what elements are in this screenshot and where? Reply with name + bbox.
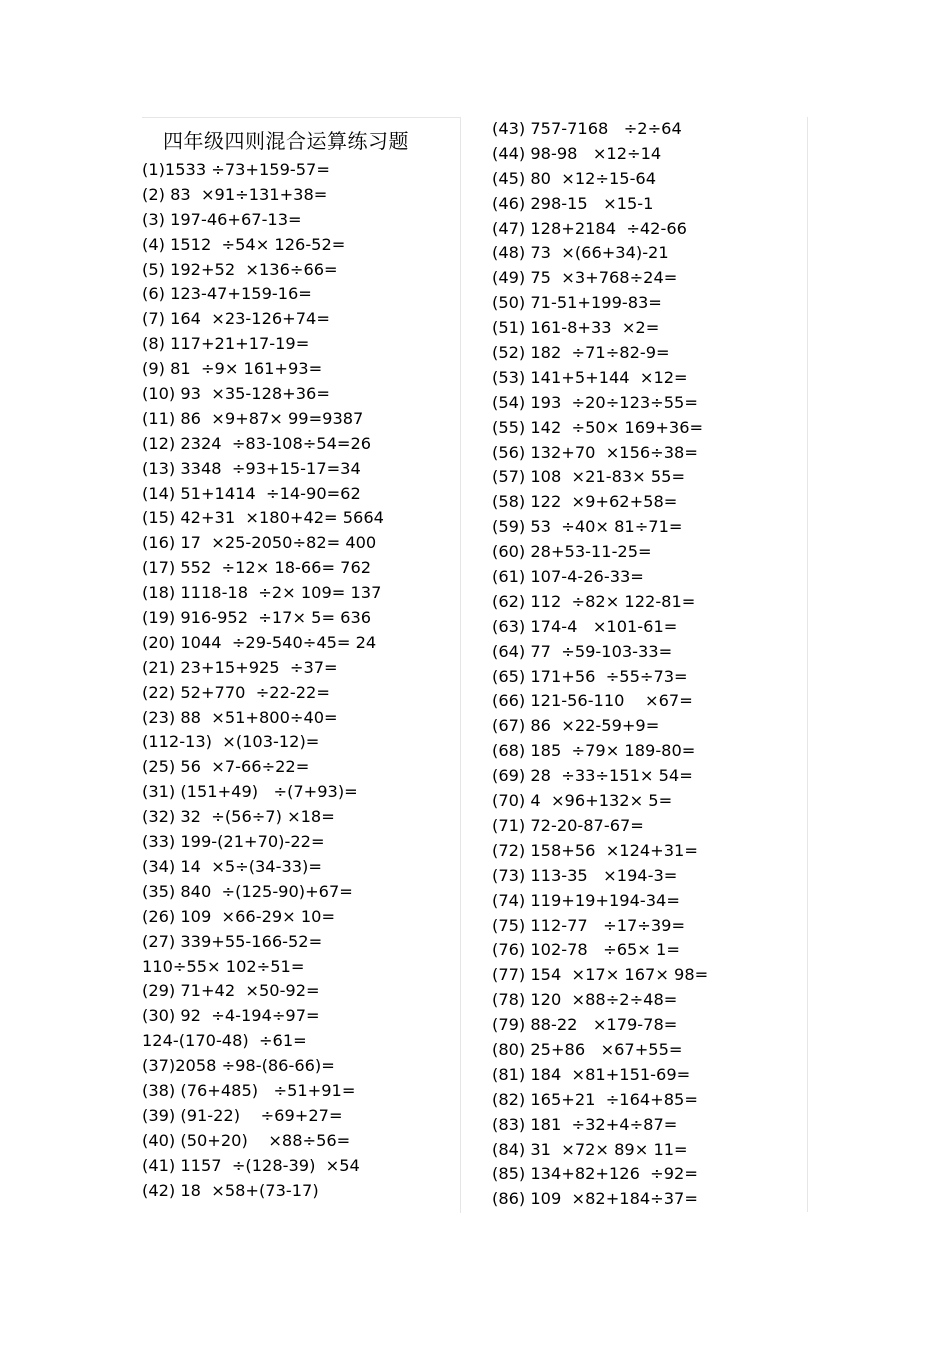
problem-item: (56) 132+70 ×156÷38= (492, 442, 698, 462)
problem-item: (80) 25+86 ×67+55= (492, 1039, 683, 1059)
problem-item: (76) 102-78 ÷65× 1= (492, 940, 680, 960)
problem-item: (1)1533 ÷73+159-57= (142, 160, 330, 179)
problem-item: (65) 171+56 ÷55÷73= (492, 666, 688, 686)
problem-item: (71) 72-20-87-67= (492, 815, 644, 835)
problem-item: (63) 174-4 ×101-61= (492, 616, 678, 636)
problem-item: (51) 161-8+33 ×2= (492, 318, 660, 338)
problem-item: (10) 93 ×35-128+36= (142, 384, 330, 404)
right-column (492, 117, 808, 1212)
problem-item: (49) 75 ×3+768÷24= (492, 268, 678, 288)
problem-item: (13) 3348 ÷93+15-17=34 (142, 458, 361, 478)
problem-item: (48) 73 ×(66+34)-21 (492, 243, 669, 263)
problem-item: (79) 88-22 ×179-78= (492, 1015, 678, 1035)
problem-item: (17) 552 ÷12× 18-66= 762 (142, 558, 372, 578)
problem-item: (112-13) ×(103-12)= (142, 732, 320, 752)
problem-item: (58) 122 ×9+62+58= (492, 492, 678, 512)
problem-item: (68) 185 ÷79× 189-80= (492, 741, 696, 761)
left-problem-list (142, 158, 460, 1203)
problem-item: (29) 71+42 ×50-92= (142, 981, 320, 1001)
problem-item: (5) 192+52 ×136÷66= (142, 259, 338, 279)
problem-item: (42) 18 ×58+(73-17) (142, 1180, 319, 1200)
problem-item: (21) 23+15+925 ÷37= (142, 657, 338, 677)
problem-item: 124-(170-48) ÷61= (142, 1031, 307, 1051)
problem-item: 110÷55× 102÷51= (142, 956, 305, 976)
problem-item: (16) 17 ×25-2050÷82= 400 (142, 533, 377, 553)
problem-item: (9) 81 ÷9× 161+93= (142, 359, 323, 379)
problem-item: (45) 80 ×12÷15-64 (492, 168, 657, 188)
problem-item: (69) 28 ÷33÷151× 54= (492, 766, 693, 786)
problem-item: (14) 51+1414 ÷14-90=62 (142, 483, 361, 503)
problem-item: (83) 181 ÷32+4÷87= (492, 1114, 678, 1134)
problem-item: (52) 182 ÷71÷82-9= (492, 343, 670, 363)
problem-item: (34) 14 ×5÷(34-33)= (142, 856, 322, 876)
problem-item: (2) 83 ×91÷131+38= (142, 184, 328, 204)
problem-item: (81) 184 ×81+151-69= (492, 1064, 691, 1084)
problem-item: (44) 98-98 ×12÷14 (492, 143, 662, 163)
problem-item: (82) 165+21 ÷164+85= (492, 1089, 698, 1109)
problem-item: (18) 1118-18 ÷2× 109= 137 (142, 583, 382, 603)
problem-item: (73) 113-35 ×194-3= (492, 865, 678, 885)
problem-item: (66) 121-56-110 ×67= (492, 691, 693, 711)
problem-item: (33) 199-(21+70)-22= (142, 832, 325, 852)
problem-item: (35) 840 ÷(125-90)+67= (142, 881, 353, 901)
problem-item: (27) 339+55-166-52= (142, 931, 323, 951)
problem-item: (7) 164 ×23-126+74= (142, 309, 330, 329)
problem-item: (43) 757-7168 ÷2÷64 (492, 119, 682, 138)
problem-item: (39) (91-22) ÷69+27= (142, 1105, 343, 1125)
problem-item: (77) 154 ×17× 167× 98= (492, 965, 709, 985)
problem-item: (38) (76+485) ÷51+91= (142, 1080, 356, 1100)
problem-item: (20) 1044 ÷29-540÷45= 24 (142, 632, 377, 652)
problem-item: (41) 1157 ÷(128-39) ×54 (142, 1155, 360, 1175)
problem-item: (50) 71-51+199-83= (492, 293, 662, 313)
problem-item: (55) 142 ÷50× 169+36= (492, 417, 704, 437)
problem-item: (12) 2324 ÷83-108÷54=26 (142, 433, 372, 453)
problem-item: (15) 42+31 ×180+42= 5664 (142, 508, 384, 528)
problem-item: (54) 193 ÷20÷123÷55= (492, 392, 698, 412)
problem-item: (3) 197-46+67-13= (142, 209, 302, 229)
problem-item: (30) 92 ÷4-194÷97= (142, 1006, 320, 1026)
problem-item: (8) 117+21+17-19= (142, 334, 310, 354)
problem-item: (26) 109 ×66-29× 10= (142, 906, 336, 926)
problem-item: (62) 112 ÷82× 122-81= (492, 591, 696, 611)
problem-item: (11) 86 ×9+87× 99=9387 (142, 408, 364, 428)
problem-item: (22) 52+770 ÷22-22= (142, 682, 330, 702)
problem-item: (70) 4 ×96+132× 5= (492, 791, 673, 811)
problem-item: (40) (50+20) ×88÷56= (142, 1130, 351, 1150)
problem-item: (64) 77 ÷59-103-33= (492, 641, 673, 661)
problem-item: (31) (151+49) ÷(7+93)= (142, 782, 358, 802)
problem-item: (37)2058 ÷98-(86-66)= (142, 1056, 335, 1076)
problem-item: (23) 88 ×51+800÷40= (142, 707, 338, 727)
problem-item: (53) 141+5+144 ×12= (492, 367, 688, 387)
problem-item: (47) 128+2184 ÷42-66 (492, 218, 687, 238)
right-problem-list (492, 117, 807, 1212)
problem-item: (85) 134+82+126 ÷92= (492, 1164, 698, 1184)
problem-item: (75) 112-77 ÷17÷39= (492, 915, 686, 935)
problem-item: (46) 298-15 ×15-1 (492, 193, 654, 213)
problem-item: (25) 56 ×7-66÷22= (142, 757, 310, 777)
problem-item: (59) 53 ÷40× 81÷71= (492, 517, 683, 537)
problem-item: (72) 158+56 ×124+31= (492, 840, 698, 860)
problem-item: (57) 108 ×21-83× 55= (492, 467, 686, 487)
problem-item: (84) 31 ×72× 89× 11= (492, 1139, 688, 1159)
left-column (142, 117, 461, 1213)
problem-item: (78) 120 ×88÷2÷48= (492, 990, 678, 1010)
problem-item: (6) 123-47+159-16= (142, 284, 312, 304)
problem-item: (60) 28+53-11-25= (492, 542, 652, 562)
worksheet-title: 四年级四则混合运算练习题 (163, 129, 409, 153)
problem-item: (4) 1512 ÷54× 126-52= (142, 234, 346, 254)
problem-item: (74) 119+19+194-34= (492, 890, 680, 910)
problem-item: (67) 86 ×22-59+9= (492, 716, 660, 736)
problem-item: (19) 916-952 ÷17× 5= 636 (142, 608, 372, 628)
problem-item: (86) 109 ×82+184÷37= (492, 1189, 698, 1209)
problem-item: (61) 107-4-26-33= (492, 567, 644, 587)
problem-item: (32) 32 ÷(56÷7) ×18= (142, 807, 335, 827)
